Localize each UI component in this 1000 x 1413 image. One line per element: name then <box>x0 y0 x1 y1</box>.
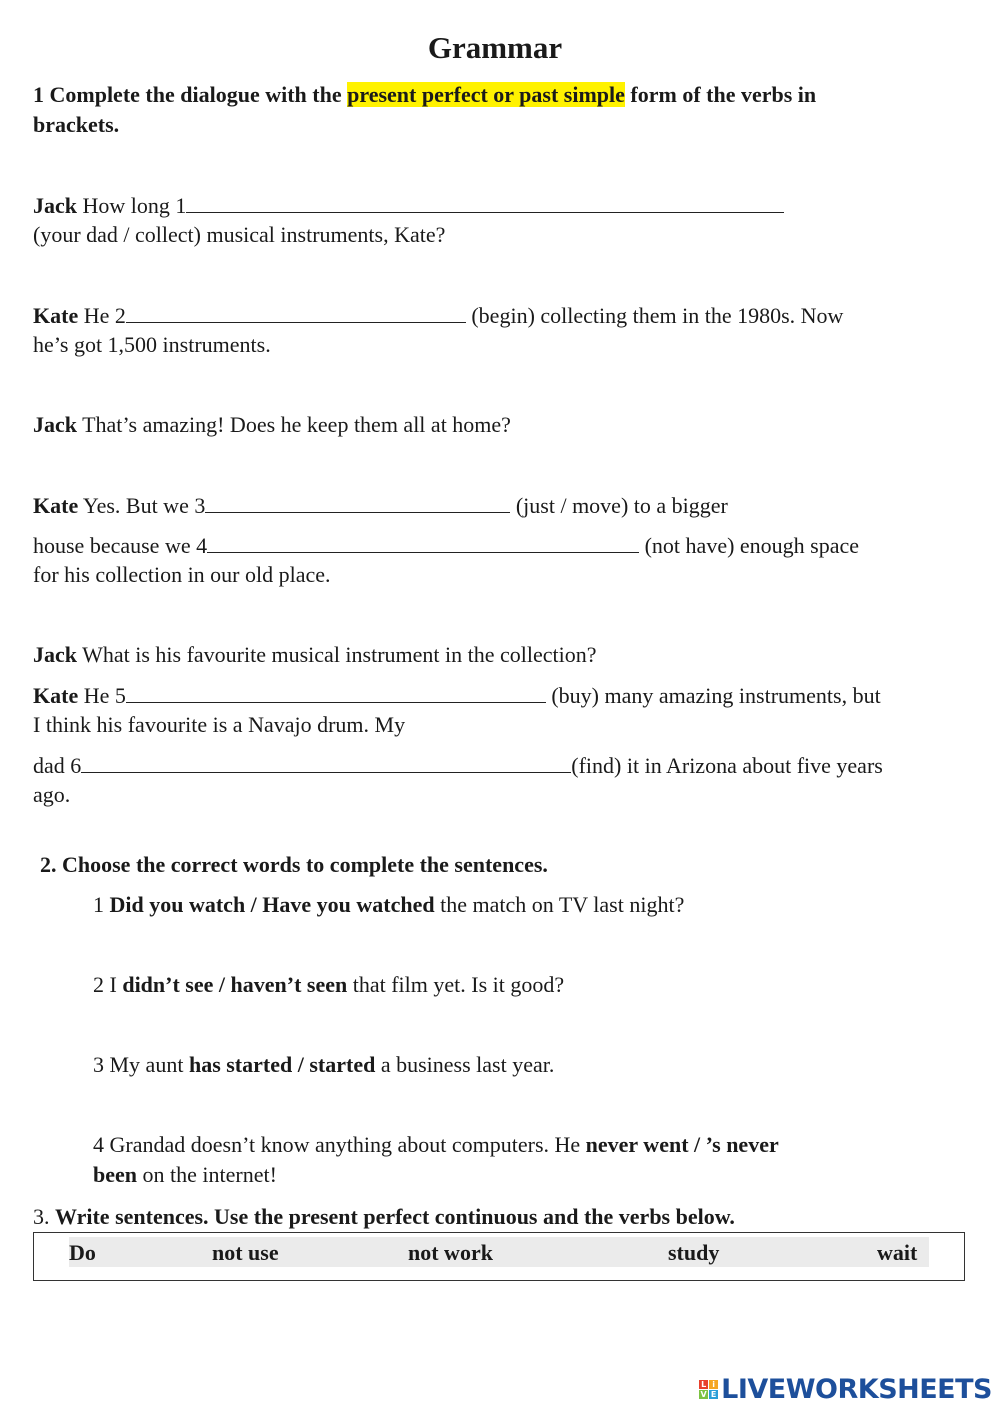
dialogue-line-2-cont: he’s got 1,500 instruments. <box>33 332 271 357</box>
dialogue-line-4 <box>33 490 728 521</box>
sentence-text: on the internet! <box>137 1162 277 1187</box>
choice-options[interactable]: Did you watch / Have you watched <box>109 892 435 917</box>
sentence-text: the match on TV last night? <box>434 892 685 917</box>
line-text: house because we 4 <box>33 533 208 558</box>
line-text: Yes. But we 3 <box>78 493 206 518</box>
dialogue-line-6 <box>33 680 881 711</box>
dialogue-line-3 <box>33 410 511 440</box>
liveworksheets-logo <box>699 1372 992 1406</box>
choice-sentence-2 <box>93 970 564 1000</box>
answer-blank-4[interactable] <box>207 530 639 553</box>
speaker-kate: Kate <box>33 683 79 708</box>
word-not-use: not use <box>212 1240 279 1265</box>
sentence-text: 3 My aunt <box>93 1052 189 1077</box>
choice-sentence-4 <box>93 1130 779 1160</box>
logo-mark-icon: L i V E <box>700 1379 717 1399</box>
line-text: (buy) many amazing instruments, but <box>545 683 881 708</box>
page-title: Grammar <box>427 30 563 65</box>
dialogue-line-5 <box>33 640 597 670</box>
dialogue-line-4-cont <box>33 530 859 561</box>
word-bar <box>69 1237 929 1267</box>
choice-sentence-4-cont <box>93 1160 277 1190</box>
answer-blank-2[interactable] <box>126 300 466 323</box>
line-text: (begin) collecting them in the 1980s. Now <box>465 303 844 328</box>
sentence-text: 2 I <box>93 972 123 997</box>
exercise-2-instructions: 2. Choose the correct words to complete the sentences. <box>40 852 548 877</box>
sentence-text: that film yet. Is it good? <box>347 972 565 997</box>
dialogue-line-6-end: ago. <box>33 782 71 807</box>
word-study: study <box>668 1240 720 1265</box>
choice-options[interactable]: been <box>93 1162 137 1187</box>
choice-options[interactable]: didn’t see / haven’t seen <box>122 972 348 997</box>
choice-options[interactable]: never went / ’s never <box>585 1132 779 1157</box>
highlighted-phrase: present perfect or past simple <box>347 82 625 107</box>
word-do: Do <box>69 1240 96 1265</box>
speaker-jack: Jack <box>33 193 77 218</box>
line-text: (not have) enough space <box>639 533 860 558</box>
instr-text: Write sentences. Use the present perfect continuous and the verbs below. <box>55 1204 735 1229</box>
dialogue-line-1 <box>33 190 784 221</box>
choice-sentence-3 <box>93 1050 554 1080</box>
exercise-3-instructions <box>33 1202 735 1232</box>
exercise-number: 3. <box>33 1204 55 1229</box>
sentence-text: a business last year. <box>375 1052 555 1077</box>
line-text: He 5 <box>78 683 126 708</box>
dialogue-line-6-cont2 <box>33 750 883 781</box>
speaker-kate: Kate <box>33 303 79 328</box>
choice-options[interactable]: has started / started <box>188 1052 376 1077</box>
instr-text: 1 Complete the dialogue with the <box>33 82 348 107</box>
speaker-jack: Jack <box>33 642 77 667</box>
dialogue-line-1-cont: (your dad / collect) musical instruments, Kate? <box>33 222 446 247</box>
line-text: (just / move) to a bigger <box>510 493 728 518</box>
dialogue-line-2 <box>33 300 843 331</box>
line-text: dad 6 <box>33 753 82 778</box>
answer-blank-6[interactable] <box>81 750 571 773</box>
line-text: (find) it in Arizona about five years <box>571 753 883 778</box>
dialogue-line-6-cont: I think his favourite is a Navajo drum. My <box>33 712 406 737</box>
speaker-kate: Kate <box>33 493 79 518</box>
instr-text: form of the verbs in <box>624 82 817 107</box>
speaker-jack: Jack <box>33 412 77 437</box>
sentence-text: 1 <box>93 892 110 917</box>
line-text: How long 1 <box>77 193 187 218</box>
word-not-work: not work <box>408 1240 493 1265</box>
word-wait: wait <box>877 1240 918 1265</box>
logo-text: LIVEWORKSHEETS <box>721 1373 992 1405</box>
line-text: That’s amazing! Does he keep them all at home? <box>77 412 511 437</box>
answer-blank-1[interactable] <box>186 190 784 213</box>
exercise-1-instructions <box>33 80 816 110</box>
answer-blank-5[interactable] <box>126 680 546 703</box>
answer-blank-3[interactable] <box>205 490 510 513</box>
exercise-1-instructions-line2: brackets. <box>33 112 120 137</box>
line-text: What is his favourite musical instrument in the collection? <box>77 642 597 667</box>
word-box <box>33 1232 965 1281</box>
line-text: He 2 <box>78 303 126 328</box>
sentence-text: 4 Grandad doesn’t know anything about computers. He <box>93 1132 586 1157</box>
choice-sentence-1 <box>93 890 684 920</box>
dialogue-line-4-end: for his collection in our old place. <box>33 562 331 587</box>
